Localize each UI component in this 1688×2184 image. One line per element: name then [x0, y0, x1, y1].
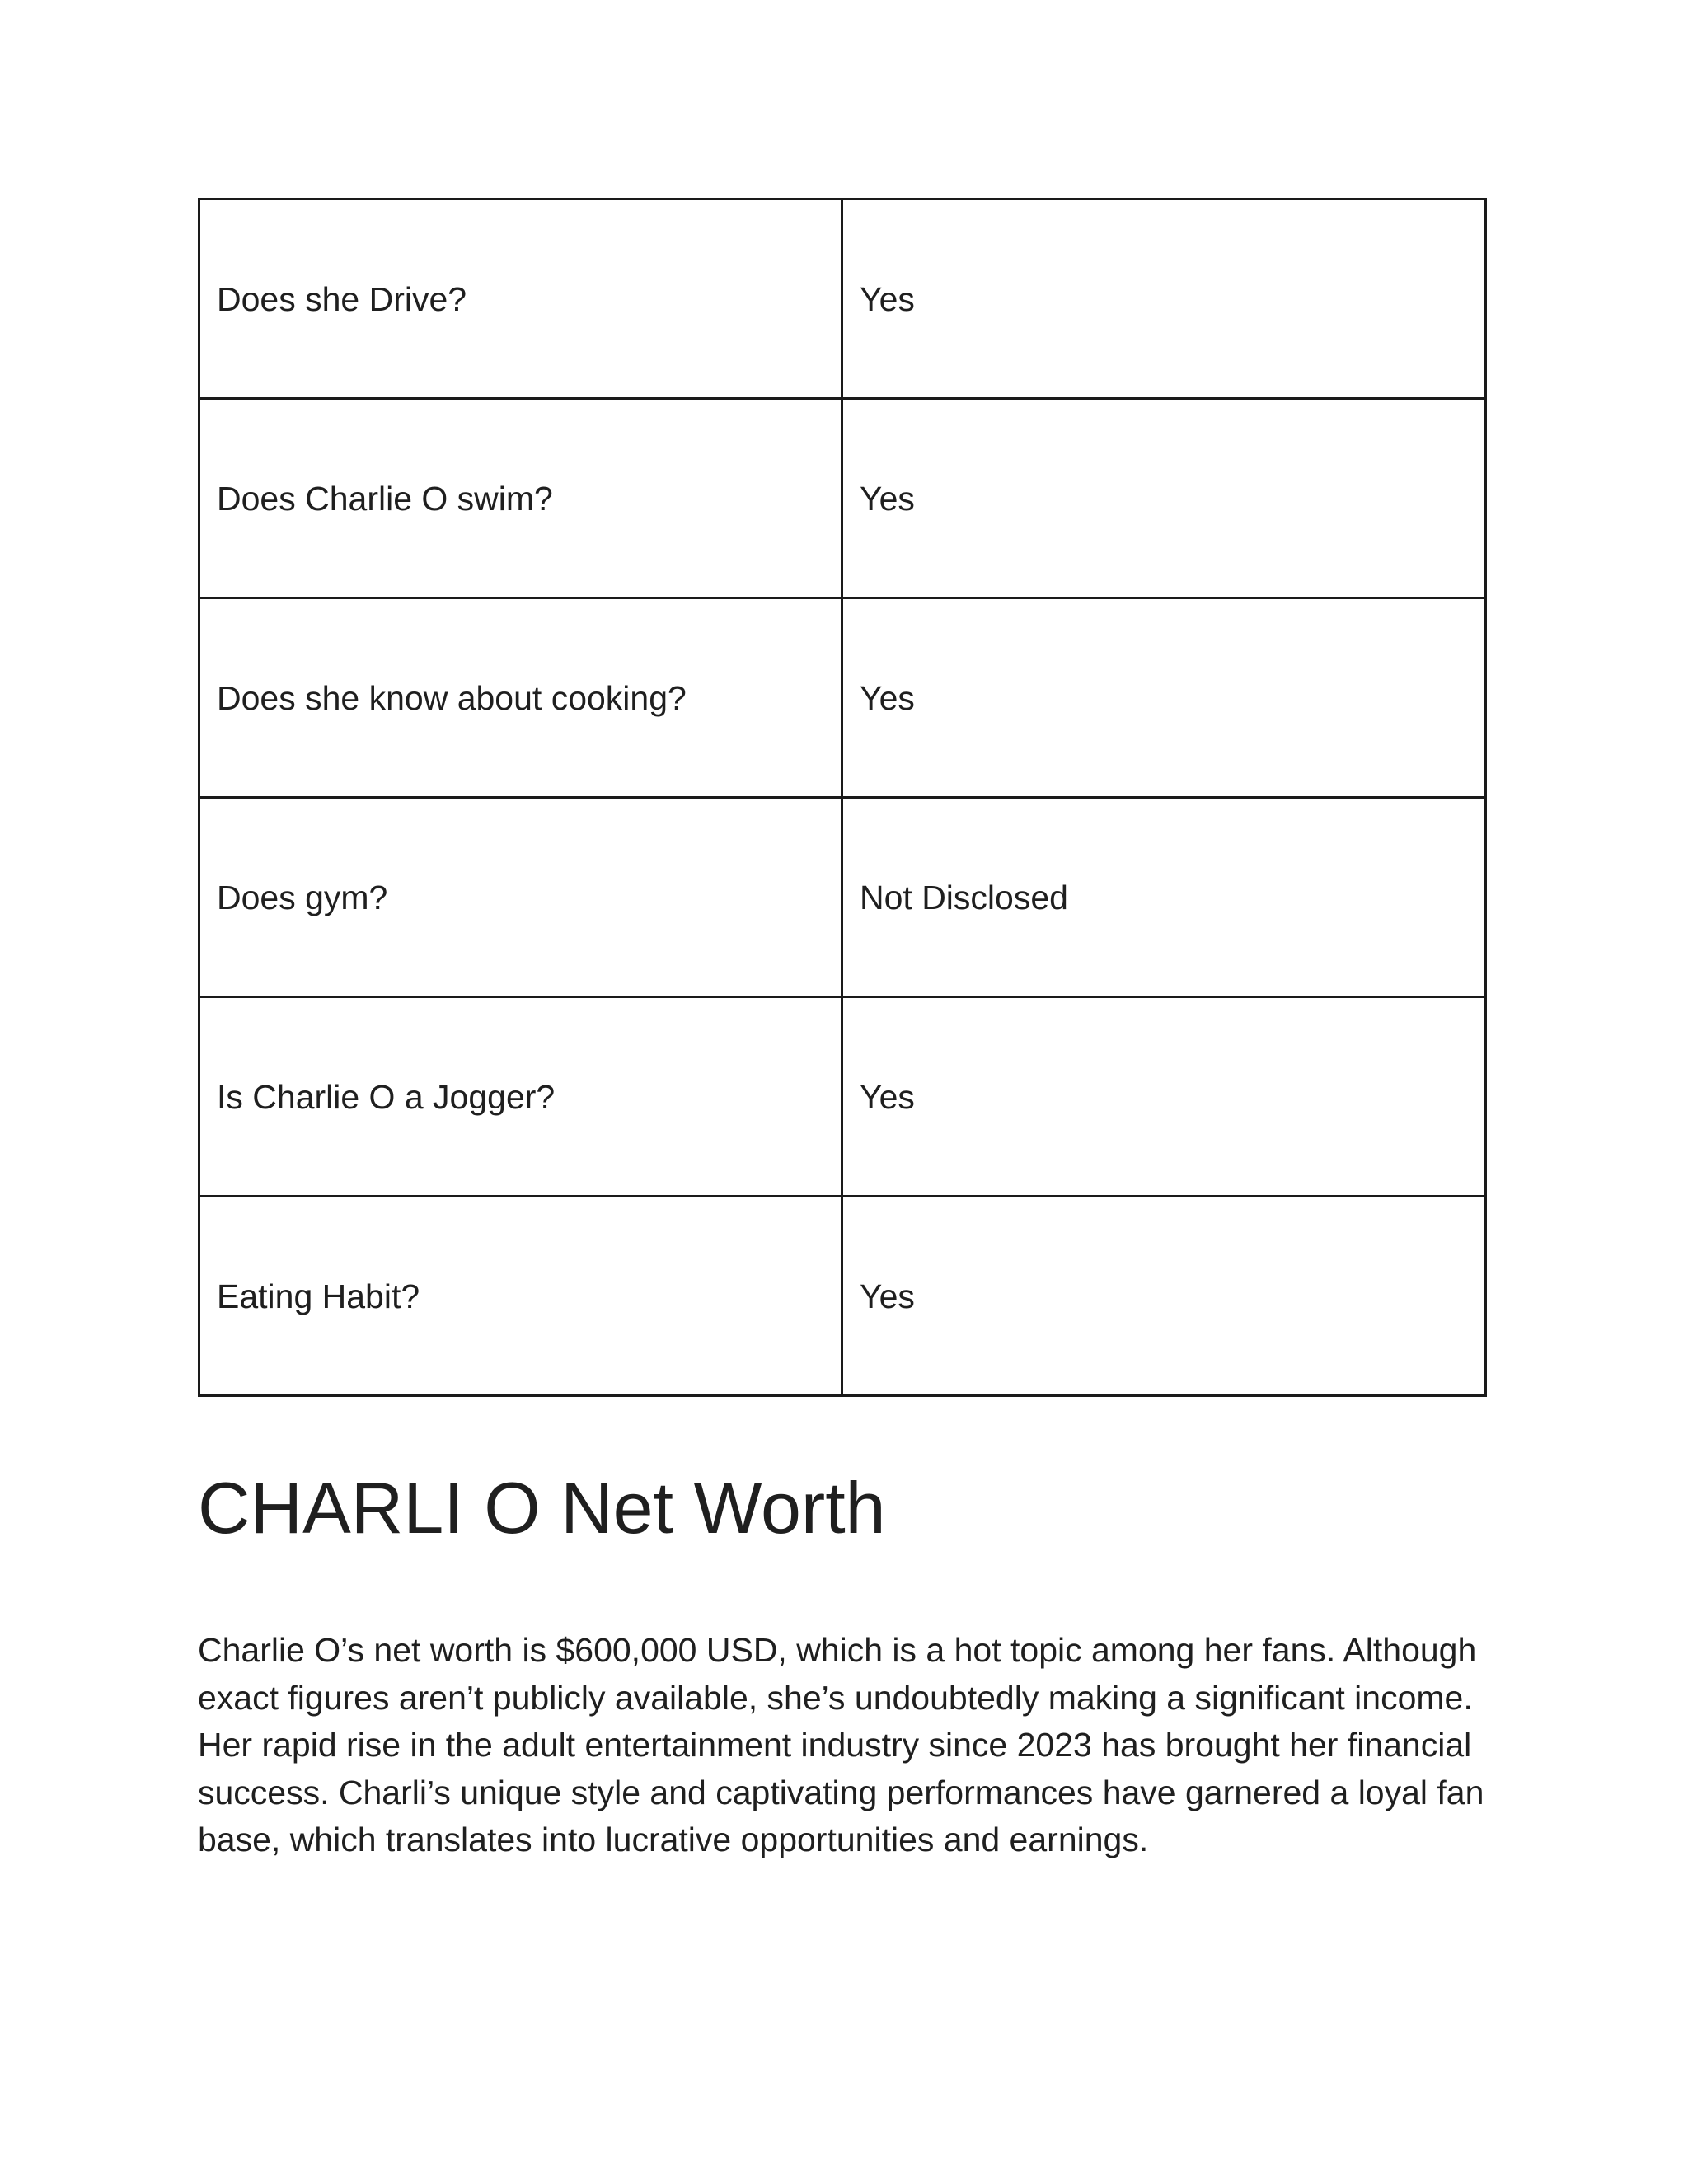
table-row — [199, 798, 1486, 997]
table-row — [199, 997, 1486, 1197]
table-row — [199, 1197, 1486, 1396]
answer-cell: Yes — [842, 1197, 1486, 1396]
answer-cell: Yes — [842, 598, 1486, 798]
answer-cell: Yes — [842, 997, 1486, 1197]
qa-table — [198, 198, 1487, 1397]
question-cell: Eating Habit? — [199, 1197, 842, 1396]
answer-cell: Not Disclosed — [842, 798, 1486, 997]
table-row — [199, 399, 1486, 598]
question-cell: Does Charlie O swim? — [199, 399, 842, 598]
answer-cell: Yes — [842, 199, 1486, 399]
table-row — [199, 199, 1486, 399]
question-cell: Does she Drive? — [199, 199, 842, 399]
question-cell: Does she know about cooking? — [199, 598, 842, 798]
body-paragraph: Charlie O’s net worth is $600,000 USD, which is a hot topic among her fans. Although exact figures aren’t publicly available, she’s undoubtedly making a significant income. Her rapid rise in the adult entertainment industry since 2023 has brought her financial success. Charli’s unique style and captivating performances have garnered a loyal fan base, which translates into lucrative opportunities and earnings. — [198, 1631, 1484, 1858]
question-cell: Does gym? — [199, 798, 842, 997]
question-cell: Is Charlie O a Jogger? — [199, 997, 842, 1197]
section-heading: CHARLI O Net Worth — [198, 1467, 886, 1549]
table-row — [199, 598, 1486, 798]
answer-cell: Yes — [842, 399, 1486, 598]
